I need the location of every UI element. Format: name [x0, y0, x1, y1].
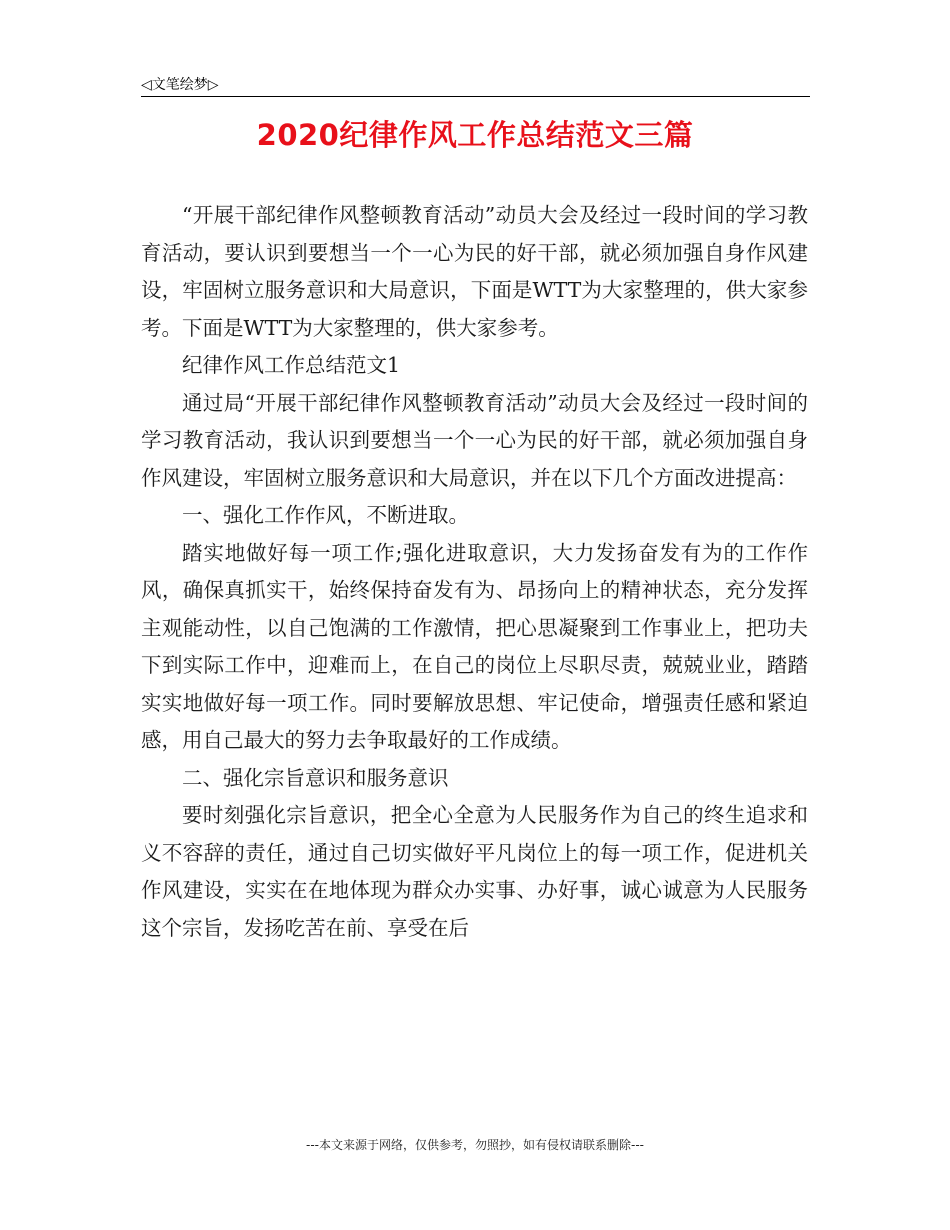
body-paragraph: 要时刻强化宗旨意识，把全心全意为人民服务作为自己的终生追求和义不容辞的责任，通过自己切实做好平凡岗位上的每一项工作，促进机关作风建设，实实在在地体现为群众办实事、办好事，诚心诚意为人民服务这个宗旨，发扬吃苦在前、享受在后 — [141, 803, 808, 940]
body-paragraph: 踏实地做好每一项工作;强化进取意识，大力发扬奋发有为的工作作风，确保真抓实干，始终保持奋发有为、昂扬向上的精神状态，充分发挥主观能动性，以自己饱满的工作激情，把心思凝聚到工作事业上，把功夫下到实际工作中，迎难而上，在自己的岗位上尽职尽责，兢兢业业，踏踏实实地做好每一项工作。同时要解放思想、牢记使命，增强责任感和紧迫感，用自己最大的努力去争取最好的工作成绩。 — [141, 540, 808, 752]
body-paragraph: 通过局“开展干部纪律作风整顿教育活动”动员大会及经过一段时间的学习教育活动，我认识到要想当一个一心为民的好干部，就必须加强自身作风建设，牢固树立服务意识和大局意识，并在以下几个方面改进提高： — [141, 390, 808, 490]
header-brand: ◁文笔绘梦▷ — [141, 77, 219, 93]
subheading-1: 一、强化工作作风，不断进取。 — [182, 503, 469, 527]
document-title: 2020纪律作风工作总结范文三篇 — [256, 118, 694, 152]
document-body — [141, 197, 808, 947]
subheading-2: 二、强化宗旨意识和服务意识 — [182, 765, 449, 790]
page-header — [141, 70, 810, 97]
footer-disclaimer: ---本文来源于网络，仅供参考，勿照抄，如有侵权请联系删除--- — [306, 1138, 644, 1152]
intro-paragraph: “开展干部纪律作风整顿教育活动”动员大会及经过一段时间的学习教育活动，要认识到要想当一个一心为民的好干部，就必须加强自身作风建设，牢固树立服务意识和大局意识，下面是WTT为大家整理的，供大家参考。下面是WTT为大家整理的，供大家参考。 — [141, 203, 808, 340]
section-heading-essay-1: 纪律作风工作总结范文1 — [182, 353, 401, 377]
